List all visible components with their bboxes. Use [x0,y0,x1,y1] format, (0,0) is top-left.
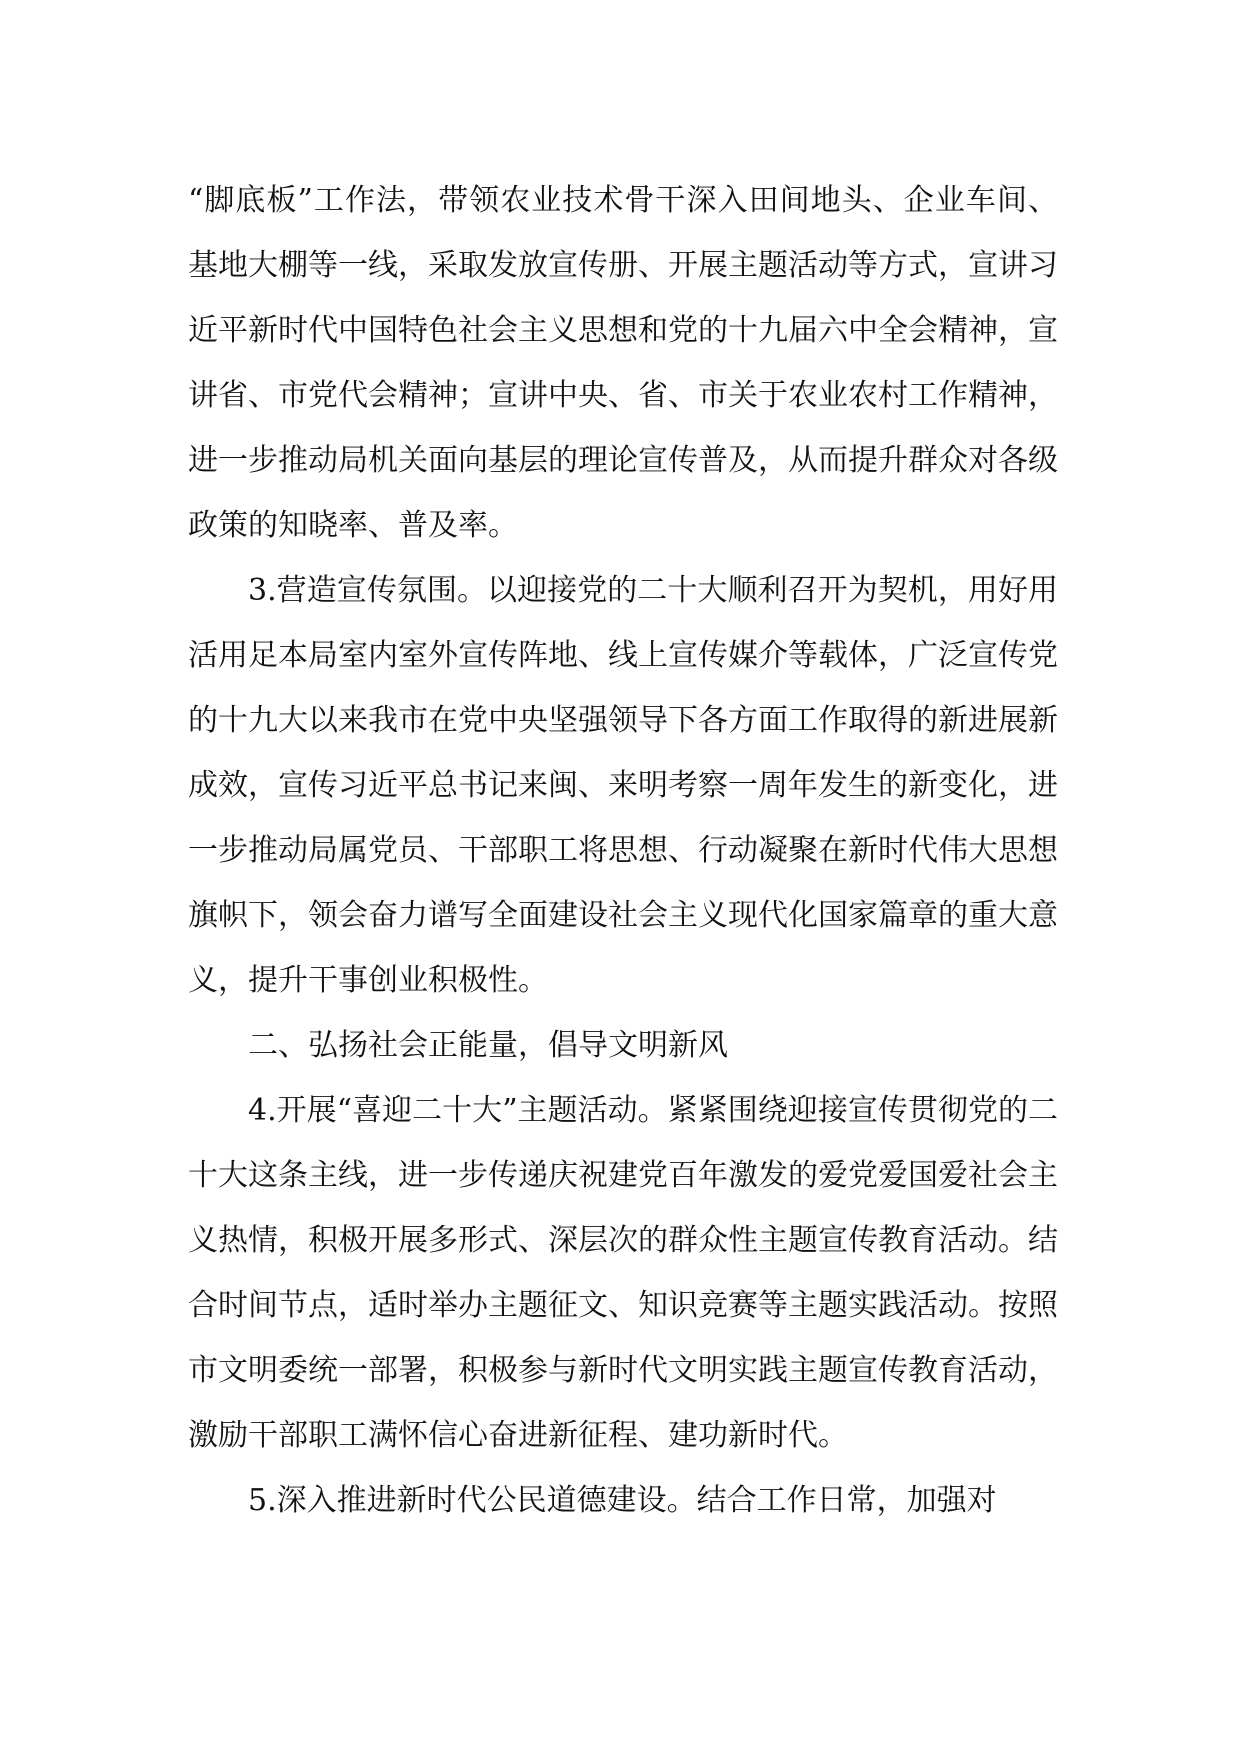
paragraph-item-3: 3.营造宣传氛围。以迎接党的二十大顺利召开为契机，用好用活用足本局室内室外宣传阵地、线上宣传媒介等载体，广泛宣传党的十九大以来我市在党中央坚强领导下各方面工作取得的新进展新成效，宣传习近平总书记来闽、来明考察一周年发生的新变化，进一步推动局属党员、干部职工将思想、行动凝聚在新时代伟大思想旗帜下，领会奋力谱写全面建设社会主义现代化国家篇章的重大意义，提升干事创业积极性。 [188,573,1058,998]
section-heading-2: 二、弘扬社会正能量，倡导文明新风 [248,1028,728,1063]
document-body [188,168,1058,1533]
paragraph-continued: “脚底板”工作法，带领农业技术骨干深入田间地头、企业车间、基地大棚等一线，采取发放宣传册、开展主题活动等方式，宣讲习近平新时代中国特色社会主义思想和党的十九届六中全会精神，宣讲省、市党代会精神；宣讲中央、省、市关于农业农村工作精神，进一步推动局机关面向基层的理论宣传普及，从而提升群众对各级政策的知晓率、普及率。 [188,183,1058,543]
paragraph-item-5: 5.深入推进新时代公民道德建设。结合工作日常，加强对 [248,1483,997,1518]
paragraph-item-4: 4.开展“喜迎二十大”主题活动。紧紧围绕迎接宣传贯彻党的二十大这条主线，进一步传递庆祝建党百年激发的爱党爱国爱社会主义热情，积极开展多形式、深层次的群众性主题宣传教育活动。结合时间节点，适时举办主题征文、知识竞赛等主题实践活动。按照市文明委统一部署，积极参与新时代文明实践主题宣传教育活动，激励干部职工满怀信心奋进新征程、建功新时代。 [188,1093,1058,1453]
